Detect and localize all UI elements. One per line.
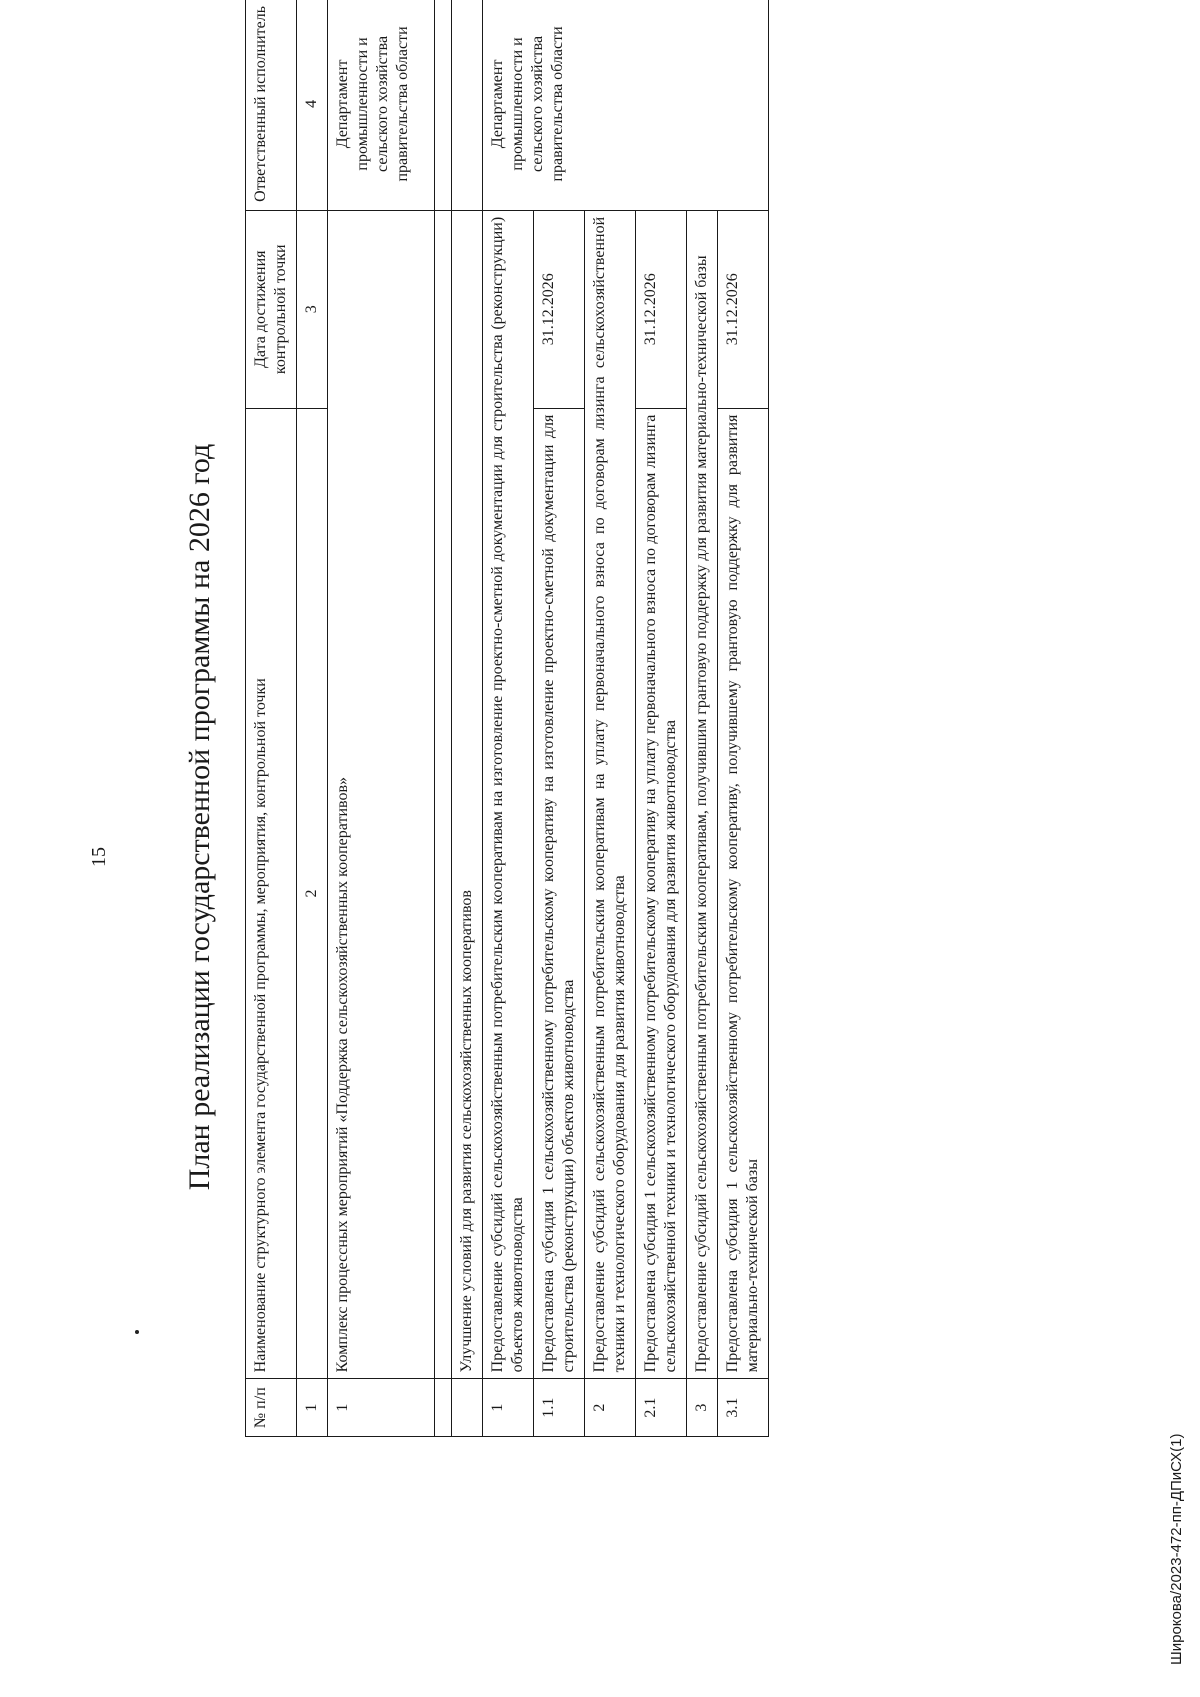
complex-num: 1 bbox=[328, 1379, 435, 1437]
row-name: Предоставлена субсидия 1 сельскохозяйственному потребительскому кооперативу на уплату первоначального взноса по договорам лизинга сельскохозяйственной техники и технологического оборудования для развития животноводства bbox=[636, 408, 687, 1379]
document-title: План реализации государственной программы на 2026 год bbox=[183, 443, 216, 1191]
header-date: Дата достижения контрольной точки bbox=[246, 210, 297, 408]
header-name: Наименование структурного элемента государственной программы, мероприятия, контрольной точки bbox=[246, 408, 297, 1379]
table-row bbox=[636, 0, 687, 1437]
row-name: Предоставлена субсидия 1 сельскохозяйственному потребительскому кооперативу на изготовление проектно-сметной документации для строительства (реконструкции) объектов животноводства bbox=[534, 408, 585, 1379]
table-row bbox=[483, 0, 534, 1437]
row-name: Предоставление субсидий сельскохозяйственным потребительским кооперативам на изготовление проектно-сметной документации для строительства (реконструкции) объектов животноводства bbox=[483, 210, 534, 1378]
header-exec: Ответственный исполнитель bbox=[246, 0, 297, 210]
row-name: Предоставление субсидий сельскохозяйственным потребительским кооперативам, получившим грантовую поддержку для развития материально-технической базы bbox=[687, 210, 718, 1378]
row-num: 3.1 bbox=[718, 1379, 769, 1437]
task-name: Улучшение условий для развития сельскохозяйственных кооперативов bbox=[452, 210, 483, 1378]
table-row bbox=[718, 0, 769, 1437]
document-footer: Широкова/2023-472-пп-ДПиСХ(1) bbox=[1168, 1433, 1185, 1665]
row-num: 2 bbox=[585, 1379, 636, 1437]
complex-name: Комплекс процессных мероприятий «Поддержка сельскохозяйственных кооперативов» bbox=[328, 210, 435, 1378]
index-cell: 2 bbox=[297, 408, 328, 1379]
row-date: 31.12.2026 bbox=[636, 210, 687, 408]
table-row bbox=[534, 0, 585, 1437]
row-num: 1 bbox=[483, 1379, 534, 1437]
row-num: 1.1 bbox=[534, 1379, 585, 1437]
spacer-cell bbox=[435, 0, 452, 210]
index-cell: 4 bbox=[297, 0, 328, 210]
task-row bbox=[452, 0, 483, 1437]
stray-mark bbox=[135, 1330, 139, 1334]
row-name: Предоставление субсидий сельскохозяйственным потребительским кооперативам на уплату первоначального взноса по договорам лизинга сельскохозяйственной техники и технологического оборудования для развития животноводства bbox=[585, 210, 636, 1378]
index-row bbox=[297, 0, 328, 1437]
task-num bbox=[452, 1379, 483, 1437]
row-date: 31.12.2026 bbox=[718, 210, 769, 408]
spacer-row bbox=[435, 0, 452, 1437]
row-name: Предоставлена субсидия 1 сельскохозяйственному потребительскому кооперативу, получившему грантовую поддержку для развития материально-технической базы bbox=[718, 408, 769, 1379]
row-executor: Департамент промышленности и сельского хозяйства правительства области bbox=[483, 0, 769, 210]
spacer-cell bbox=[435, 210, 452, 1378]
page-number: 15 bbox=[88, 847, 110, 867]
spacer-cell bbox=[435, 1379, 452, 1437]
row-num: 2.1 bbox=[636, 1379, 687, 1437]
table-row bbox=[687, 0, 718, 1437]
task-executor bbox=[452, 0, 483, 210]
header-num: № п/п bbox=[246, 1379, 297, 1437]
row-date: 31.12.2026 bbox=[534, 210, 585, 408]
complex-row bbox=[328, 0, 435, 1437]
table-row bbox=[585, 0, 636, 1437]
complex-executor: Департамент промышленности и сельского хозяйства правительства области bbox=[328, 0, 435, 210]
header-row bbox=[246, 0, 297, 1437]
index-cell: 1 bbox=[297, 1379, 328, 1437]
index-cell: 3 bbox=[297, 210, 328, 408]
row-num: 3 bbox=[687, 1379, 718, 1437]
plan-table bbox=[245, 0, 769, 1437]
